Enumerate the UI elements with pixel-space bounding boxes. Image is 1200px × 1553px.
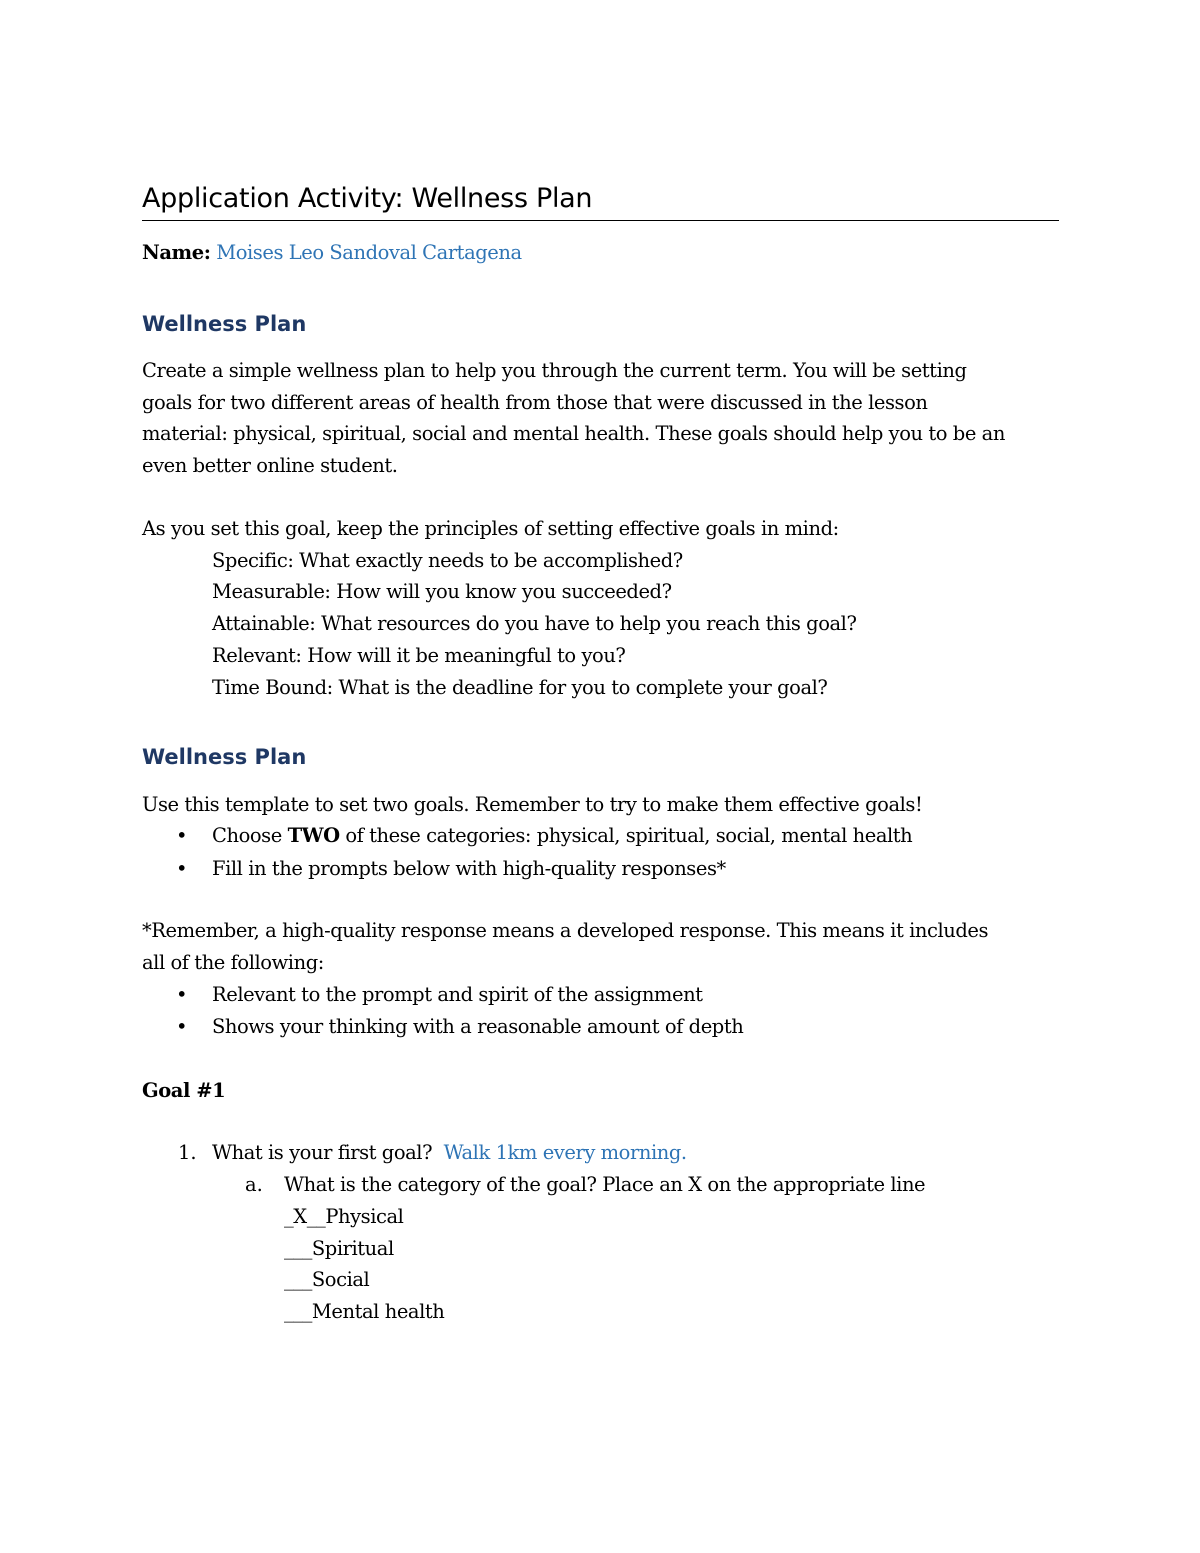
bullet-icon: •: [176, 983, 188, 1006]
goal1-answer: Walk 1km every morning.: [443, 1141, 687, 1164]
section1-paragraph-line: even better online student.: [142, 454, 398, 477]
section2-intro: Use this template to set two goals. Remember to try to make them effective goals!: [142, 793, 923, 816]
goal1-heading: Goal #1: [142, 1079, 226, 1102]
bullet1-text-bold: TWO: [287, 824, 340, 847]
category-option-physical: _X__Physical: [284, 1205, 404, 1228]
goal1-subquestion-letter: a.: [245, 1173, 263, 1196]
category-option-social: ___Social: [284, 1268, 370, 1291]
bullet1-text-pre: Choose: [212, 824, 288, 847]
principle-item: Measurable: How will you know you succeeded?: [212, 580, 672, 603]
principle-item: Relevant: How will it be meaningful to you?: [212, 644, 626, 667]
principle-item: Time Bound: What is the deadline for you to complete your goal?: [212, 676, 828, 699]
bullet-item-categories: [212, 820, 912, 852]
bullet-icon: •: [176, 1015, 188, 1038]
goal1-question-text: What is your first goal?: [212, 1141, 433, 1164]
bullet-item-prompts: Fill in the prompts below with high-quality responses*: [212, 857, 726, 880]
goal1-subquestion-text: What is the category of the goal? Place an X on the appropriate line: [284, 1173, 926, 1196]
name-label: Name:: [142, 241, 211, 264]
goal1-question-number: 1.: [178, 1141, 197, 1164]
name-value: Moises Leo Sandoval Cartagena: [216, 241, 522, 264]
category-option-spiritual: ___Spiritual: [284, 1237, 394, 1260]
principles-intro: As you set this goal, keep the principles of setting effective goals in mind:: [142, 517, 839, 540]
principle-item: Specific: What exactly needs to be accomplished?: [212, 549, 683, 572]
section1-paragraph-line: Create a simple wellness plan to help you through the current term. You will be setting: [142, 359, 967, 382]
note-line: all of the following:: [142, 951, 324, 974]
note-bullet-item: Relevant to the prompt and spirit of the assignment: [212, 983, 703, 1006]
bullet-icon: •: [176, 857, 188, 880]
document-title: Application Activity: Wellness Plan: [142, 181, 1059, 221]
goal1-question-line: [212, 1137, 687, 1169]
section1-paragraph-line: goals for two different areas of health from those that were discussed in the lesson: [142, 391, 928, 414]
section1-paragraph-line: material: physical, spiritual, social and mental health. These goals should help you to be an: [142, 422, 1005, 445]
bullet-icon: •: [176, 824, 188, 847]
bullet1-text-post: of these categories: physical, spiritual, social, mental health: [339, 824, 913, 847]
note-bullet-item: Shows your thinking with a reasonable amount of depth: [212, 1015, 744, 1038]
section2-heading: Wellness Plan: [142, 745, 307, 769]
section1-heading: Wellness Plan: [142, 312, 307, 336]
category-option-mental-health: ___Mental health: [284, 1300, 445, 1323]
name-line: [142, 237, 522, 269]
note-line: *Remember, a high-quality response means a developed response. This means it includes: [142, 919, 989, 942]
principle-item: Attainable: What resources do you have to help you reach this goal?: [212, 612, 857, 635]
